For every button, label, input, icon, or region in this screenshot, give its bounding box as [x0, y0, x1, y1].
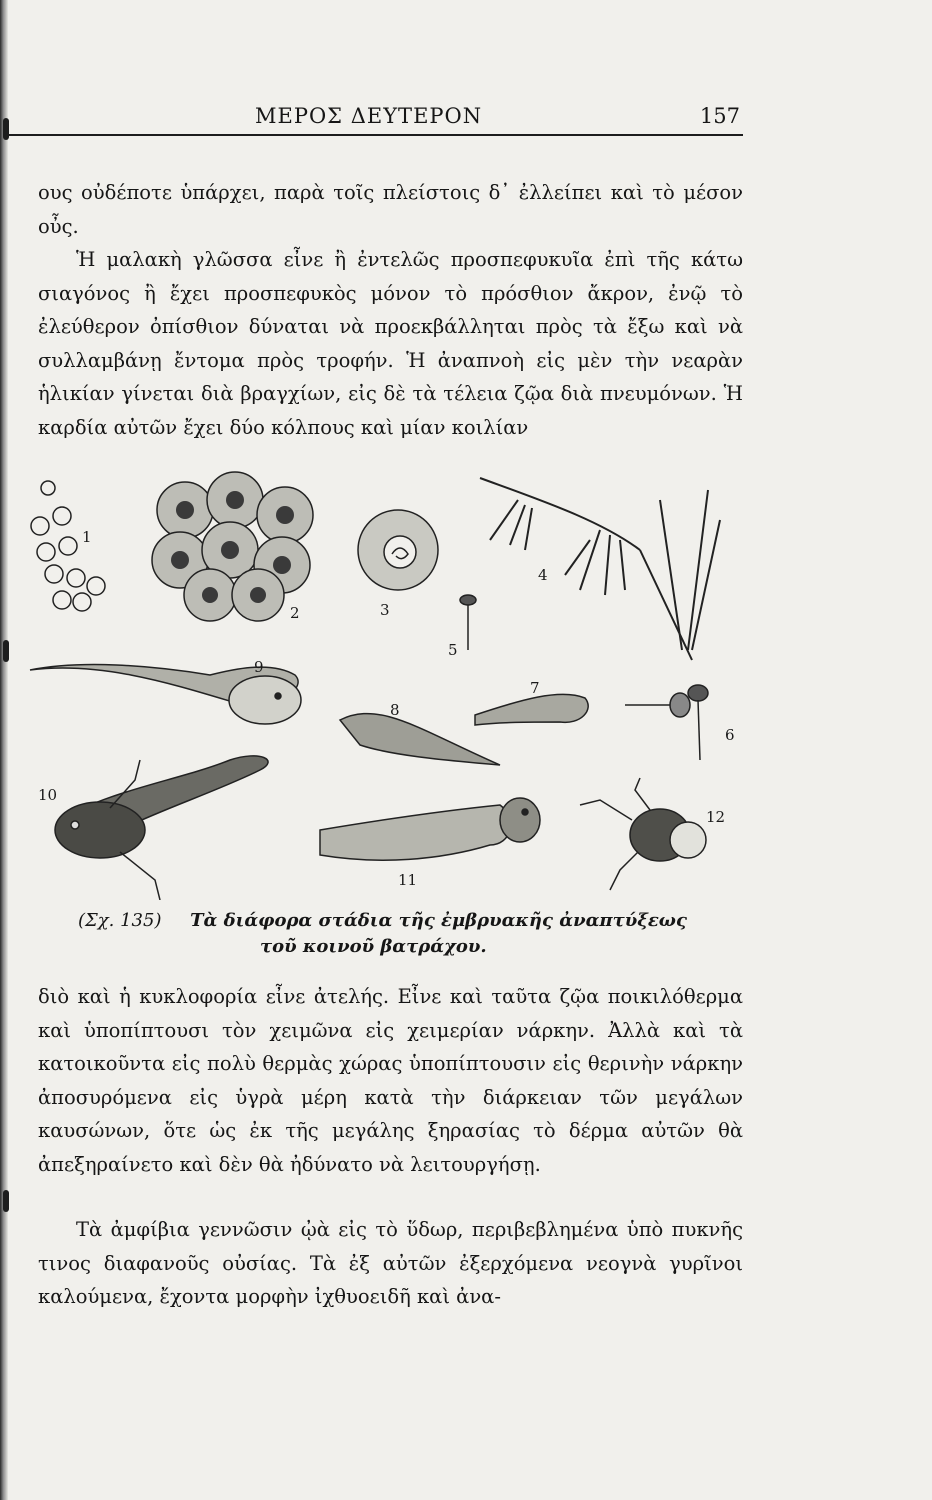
single-egg	[358, 510, 438, 590]
header-rule	[8, 134, 743, 136]
paragraph-eggs: Τὰ ἀμφίβια γεννῶσιν ᾠὰ εἰς τὸ ὕδωρ, περιβεβλημένα ὑπὸ πυκνῆς τινος διαφανοῦς οὐσίας. Τὰ ἐξ αὐτῶν ἐξερχόμενα νεογνὰ γυρῖνοι καλούμενα, ἔχοντα μορφὴν ἰχθυοειδῆ καὶ ἀνα-	[38, 1218, 743, 1308]
figure-illustration	[20, 460, 740, 900]
fig-label-6: 6	[725, 726, 735, 744]
water-plant	[480, 478, 720, 660]
fig-label-4: 4	[538, 566, 548, 584]
caption-ref: (Σχ. 135)	[78, 910, 162, 931]
larva-small	[460, 595, 708, 760]
fig-label-2: 2	[290, 604, 300, 622]
fig-label-5: 5	[448, 641, 458, 659]
running-title: ΜΕΡΟΣ ΔΕΥΤΕΡΟΝ	[255, 104, 483, 128]
fig-label-1: 1	[82, 528, 92, 546]
paragraph-hibernation: διὸ καὶ ἡ κυκλοφορία εἶνε ἀτελής. Εἶνε καὶ ταῦτα ζῷα ποικιλόθερμα καὶ ὑποπίπτουσι τὸν χειμῶνα εἰς χειμερίαν νάρκην. Ἀλλὰ καὶ τὰ κατοικοῦντα εἰς πολὺ θερμὰς χώρας ὑποπίπτουσιν εἰς θερινὴν νάρκην ἀποσυρόμενα εἰς ὑγρὰ μέρη κατὰ τὴν διάρκειαν τῶν μεγάλων καυσώνων, ὅτε ὡς ἐκ τῆς μεγάλης ξηρασίας τὸ δέρμα αὐτῶν θὰ ἀπεξηραίνετο καὶ δὲν θὰ ἠδύνατο νὰ λειτουργήσῃ.	[38, 985, 743, 1176]
binding-mark	[3, 118, 9, 140]
fig-label-8: 8	[390, 701, 400, 719]
figure-caption	[78, 906, 718, 936]
fig-label-12: 12	[706, 808, 726, 826]
eggs-cluster	[31, 481, 105, 611]
binding-mark	[3, 640, 9, 662]
binding-mark	[3, 1190, 9, 1212]
fig-label-11: 11	[398, 871, 418, 889]
page-header	[40, 104, 740, 134]
young-frog	[580, 778, 706, 890]
fig-label-3: 3	[380, 601, 390, 619]
paragraph-continuation: ους οὐδέποτε ὑπάρχει, παρὰ τοῖς πλείστοις δ᾽ ἐλλείπει καὶ τὸ μέσον οὖς.	[38, 181, 743, 238]
caption-line-2: τοῦ κοινοῦ βατράχου.	[260, 936, 487, 957]
caption-line-1: Τὰ διάφορα στάδια τῆς ἐμβρυακῆς ἀναπτύξεως	[190, 910, 687, 931]
fig-label-9: 9	[254, 658, 264, 676]
fig-label-7: 7	[530, 679, 540, 697]
froglet-tailed	[55, 756, 268, 900]
tadpole-medium	[340, 694, 588, 765]
frog-development-figure	[20, 460, 740, 900]
paragraph-tongue: Ἡ μαλακὴ γλῶσσα εἶνε ἢ ἐντελῶς προσπεφυκυῖα ἐπὶ τῆς κάτω σιαγόνος ἢ ἔχει προσπεφυκὸς μόνον τὸ πρόσθιον ἄκρον, ἐνῷ τὸ ἐλεύθερον ὀπίσθιον δύναται νὰ προεκβάλληται πρὸς τὰ ἔξω καὶ νὰ συλλαμβάνῃ ἔντομα πρὸς τροφήν. Ἡ ἀναπνοὴ εἰς μὲν τὴν νεαρὰν ἡλικίαν γίνεται διὰ βραγχίων, εἰς δὲ τὰ τέλεια ζῷα διὰ πνευμόνων. Ἡ καρδία αὐτῶν ἔχει δύο κόλπους καὶ μίαν κοιλίαν	[38, 248, 743, 439]
fig-label-10: 10	[38, 786, 58, 804]
froglet-back	[320, 798, 540, 860]
book-spine	[0, 0, 8, 1500]
page-number: 157	[699, 104, 740, 128]
